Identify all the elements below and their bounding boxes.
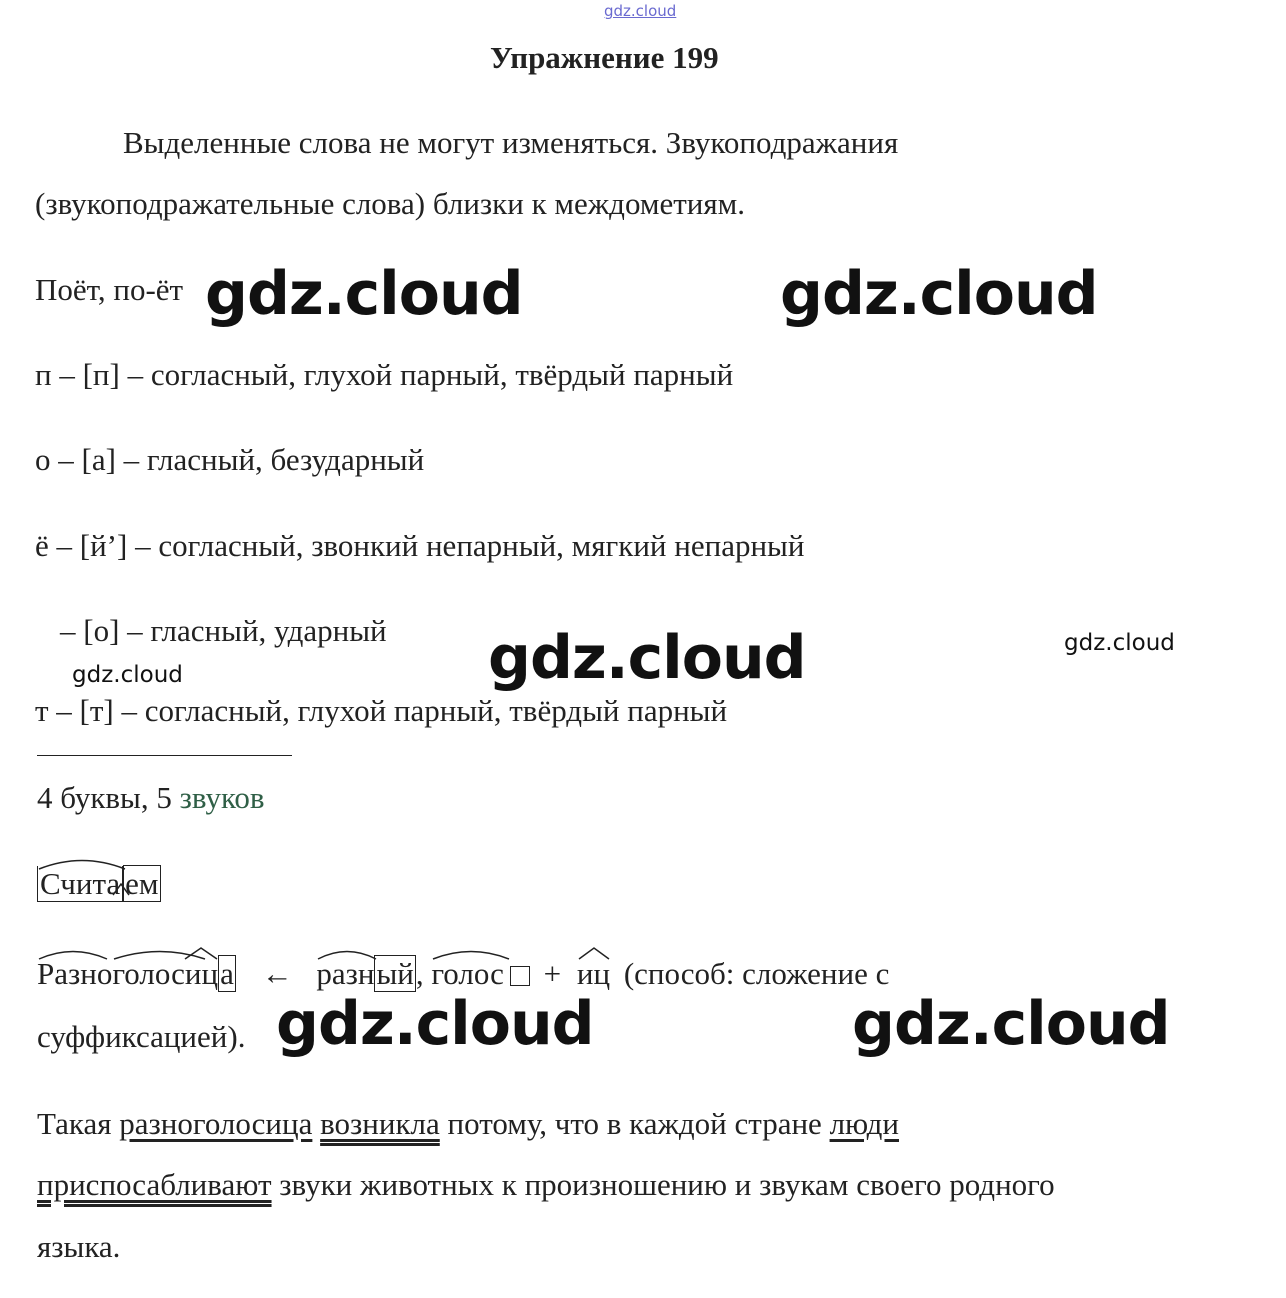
watermark-small: gdz.cloud (72, 662, 183, 688)
word-razny (316, 958, 374, 989)
letters-sounds-count (37, 782, 265, 813)
comma: , (415, 956, 424, 991)
root-arc-icon (37, 856, 127, 870)
root-razn-text: разн (316, 956, 375, 991)
subject-lyudi: люди (829, 1106, 899, 1141)
intro-line-1: Выделенные слова не могут изменяться. Звукоподражания (123, 125, 899, 160)
watermark-large: gdz.cloud (780, 259, 1098, 329)
predicate-voznikla: возникла (320, 1106, 440, 1141)
sentence-line-3: языка. (37, 1229, 121, 1264)
sentence-text: звуки животных к произношению и звукам своего родного (271, 1167, 1055, 1202)
watermark-large: gdz.cloud (205, 259, 523, 329)
phonetic-line-yo-consonant: ё – [й’] – согласный, звонкий непарный, мягкий непарный (35, 528, 805, 563)
word-golos (431, 958, 504, 989)
part-golosi: голоси (112, 956, 202, 991)
root-arc-icon (431, 946, 511, 960)
root-razn (37, 958, 112, 989)
suffix-its-text: иц (576, 956, 611, 991)
phonetic-line-yo-vowel: – [о] – гласный, ударный (60, 613, 387, 648)
plus-sign: + (543, 956, 562, 991)
ending-em: ем (125, 866, 159, 901)
sentence-text: потому, что в каждой стране (439, 1106, 830, 1141)
root-golos-text: голос (431, 956, 504, 991)
sentence-line-2 (37, 1169, 1055, 1200)
suffix-caret-icon (577, 946, 611, 960)
sentence-space (312, 1106, 320, 1141)
zero-ending-box (510, 966, 530, 986)
suffix-caret-icon (111, 882, 131, 896)
exercise-title: Упражнение 199 (490, 40, 719, 75)
derivation-method: (способ: сложение с (623, 956, 890, 991)
watermark-small: gdz.cloud (1064, 630, 1175, 656)
separator-line (37, 755, 292, 756)
sentence-text: Такая (37, 1106, 120, 1141)
watermark-top[interactable]: gdz.cloud (604, 2, 677, 20)
morphemic-parse-raznogolositsa (37, 958, 889, 989)
phonetic-line-t: т – [т] – согласный, глухой парный, твёрдый парный (35, 693, 728, 728)
root-arc-icon (37, 946, 109, 960)
suffix-its-standalone (577, 958, 610, 989)
ending-a: а (220, 956, 234, 991)
stem-schita: Счита (37, 866, 123, 902)
phonetic-line-p: п – [п] – согласный, глухой парный, твёрдый парный (35, 357, 734, 392)
suffix-caret-icon (183, 946, 219, 960)
sentence-line-1 (37, 1108, 899, 1139)
count-text: 4 буквы, 5 (37, 780, 180, 815)
subject-raznogolositsa: разноголосица (119, 1106, 313, 1141)
ending-yy: ый (376, 956, 414, 991)
morphemic-parse-schitaem (37, 868, 161, 899)
count-sounds-word: звуков (179, 780, 265, 815)
root-arc-icon (316, 946, 378, 960)
phonetic-line-o: о – [а] – гласный, безударный (35, 442, 425, 477)
suffix-its (201, 958, 218, 989)
watermark-large: gdz.cloud (852, 989, 1170, 1059)
intro-line-2: (звукоподражательные слова) близки к междометиям. (35, 186, 746, 221)
part-ts: ц (201, 956, 219, 991)
derivation-method-cont: суффиксацией). (37, 1019, 246, 1054)
watermark-large: gdz.cloud (488, 623, 806, 693)
watermark-large: gdz.cloud (276, 989, 594, 1059)
part-razno: Разно (37, 956, 113, 991)
predicate-prisposablivayut: приспосабливают (37, 1167, 272, 1202)
root-golos (112, 958, 201, 989)
word-syllables: Поёт, по-ёт (35, 272, 184, 307)
derivation-arrow: ← (261, 956, 293, 991)
